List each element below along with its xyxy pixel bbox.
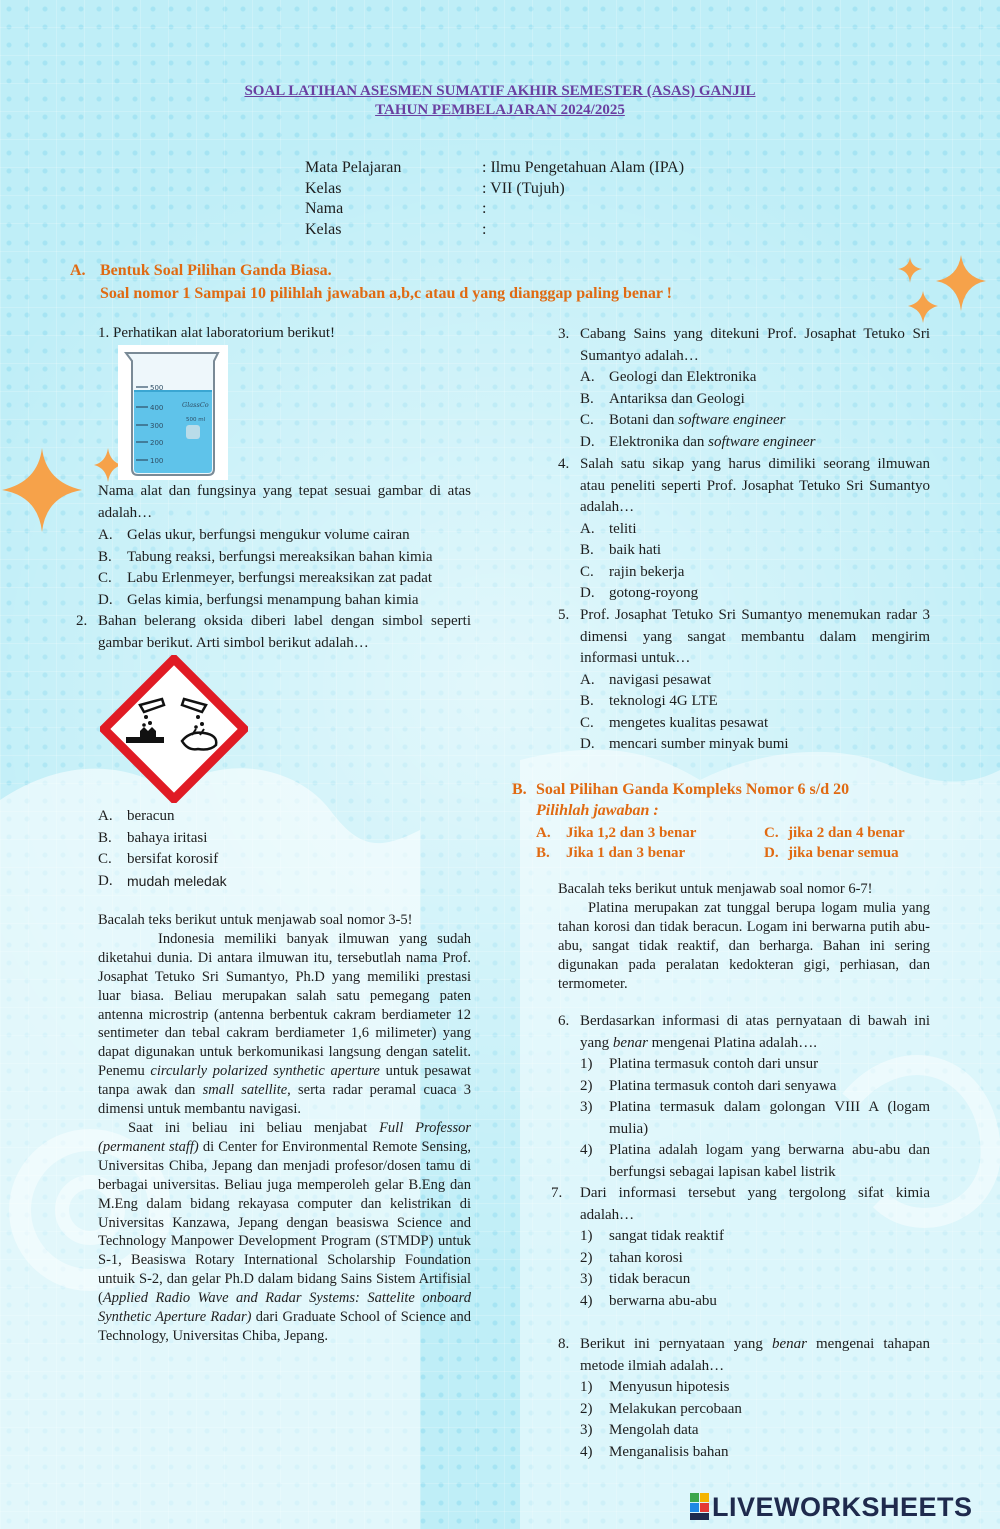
question-text: Perhatikan alat laboratorium berikut! [113, 325, 336, 341]
statement-number: 3) [580, 1099, 593, 1115]
question-text: Bahan belerang oksida diberi label dengan simbol seperti gambar berikut. Arti simbol berikut adalah… [98, 613, 471, 651]
passage-text: di Center for Environmental Remote Sensing, Universitas Chiba, Jepang dan menjadi profesor/dosen tamu di berbagai universitas. Beliau juga memperoleh gelar B.Eng dan M.Eng dalam bidang rekayasa computer dan kelistrikan di Universitas Kanzawa, Jepang dengan beasiswa Science and Technology Manpower Development Program (STMDP) untuk S-1, Beasiswa Rotary International Scholarship Foundation untuik S-2, dan gelar Ph.D dalam bidang Sains Sistem Artifisial ( [98, 1138, 472, 1307]
statement-2[interactable] [580, 1248, 930, 1270]
beaker-volume: 500 ml [186, 417, 206, 423]
option-text: bahaya iritasi [127, 829, 208, 846]
option-text-italic: software engineer [708, 433, 816, 450]
key-text: Jika 1 dan 3 benar [566, 845, 686, 861]
section-b-title: Soal Pilihan Ganda Kompleks Nomor 6 s/d 20 [536, 781, 850, 798]
option-d[interactable] [98, 871, 478, 893]
passage-italic: small satellite [202, 1082, 288, 1099]
statement-text: Platina termasuk contoh dari senyawa [609, 1077, 837, 1094]
answer-key-legend [536, 823, 946, 863]
key-text: jika benar semua [788, 845, 899, 861]
question-2 [76, 611, 471, 654]
section-a-title: Bentuk Soal Pilihan Ganda Biasa. [100, 262, 332, 279]
option-text: Geologi dan Elektronika [609, 369, 757, 385]
question-1-options [98, 525, 478, 611]
section-b-header [512, 778, 952, 821]
statement-1[interactable] [580, 1054, 930, 1076]
option-d[interactable] [580, 583, 930, 605]
statement-number: 1) [580, 1056, 593, 1072]
option-letter: B. [98, 829, 112, 846]
question-text-italic: benar [612, 1034, 648, 1051]
info-label-name: Nama [305, 200, 344, 217]
question-number: 8. [558, 1336, 570, 1352]
beaker-brand: GlassCo [182, 401, 209, 409]
option-letter: C. [580, 563, 594, 580]
reading-passage-1 [98, 911, 471, 1346]
key-letter: C. [764, 825, 779, 841]
question-8 [558, 1334, 930, 1463]
question-text: Cabang Sains yang ditekuni Prof. Josaphat Tetuko Sri Sumantyo adalah… [580, 326, 930, 364]
option-a[interactable] [98, 806, 478, 828]
option-d[interactable] [580, 432, 930, 454]
section-a-instruction: Soal nomor 1 Sampai 10 pilihlah jawaban a,b,c atau d yang dianggap paling benar ! [100, 285, 672, 302]
statement-text: tidak beracun [609, 1271, 691, 1287]
sparkle-icon [896, 255, 991, 325]
option-b[interactable] [580, 389, 930, 411]
option-text: Antariksa dan Geologi [609, 390, 745, 407]
passage-text: Platina merupakan zat tunggal berupa logam mulia yang tahan korosi dan tidak beracun. Logam ini berwarna putih abu-abu, sangat tidak reaktif, dan berharga. Bahan ini sering digunakan pada peralatan kedokteran gigi, perhiasan, dan termometer. [558, 899, 930, 992]
option-b[interactable] [580, 691, 930, 713]
option-text: mengetes kualitas pesawat [609, 714, 769, 731]
statement-4[interactable] [580, 1442, 930, 1464]
key-text: jika 2 dan 4 benar [788, 825, 905, 841]
option-letter: D. [98, 872, 113, 889]
option-b[interactable] [98, 547, 478, 569]
question-text: Prof. Josaphat Tetuko Sri Sumantyo menemukan radar 3 dimensi yang sangat membantu dalam mengirim informasi untuk… [580, 607, 930, 666]
question-text: Berikut ini pernyataan yang [580, 1336, 763, 1352]
statement-number: 2) [580, 1249, 593, 1266]
option-letter: B. [580, 390, 594, 407]
question-text: Berdasarkan informasi di atas pernyataan di bawah ini yang [580, 1013, 930, 1051]
liveworksheets-logo[interactable] [690, 1490, 995, 1524]
statement-text: berwarna abu-abu [609, 1292, 717, 1309]
option-letter: D. [580, 736, 595, 752]
beaker-mark-400: 400 [150, 404, 164, 412]
option-text: Tabung reaksi, berfungsi mereaksikan bahan kimia [127, 548, 433, 565]
question-1-prompt [98, 323, 478, 345]
statement-2[interactable] [580, 1399, 930, 1421]
key-letter: A. [536, 825, 551, 841]
key-letter: D. [764, 845, 779, 861]
statement-text: tahan korosi [609, 1249, 683, 1266]
option-letter: A. [580, 671, 595, 688]
question-text: Salah satu sikap yang harus dimiliki seorang ilmuwan atau peneliti seperti Prof. Josaphat Tetuko Sri Sumantyo adalah… [580, 456, 930, 515]
option-letter: C. [580, 714, 594, 731]
option-letter: B. [580, 693, 594, 709]
passage-intro: Bacalah teks berikut untuk menjawab soal nomor 6-7! [558, 881, 873, 897]
question-text: mengenai tahapan metode ilmiah adalah… [580, 1336, 931, 1374]
option-b[interactable] [580, 540, 930, 562]
beaker-mark-200: 200 [150, 439, 164, 447]
question-5 [558, 605, 930, 756]
passage-text: Saat ini beliau ini beliau menjabat [128, 1119, 368, 1136]
option-letter: A. [580, 369, 595, 385]
question-number: 4. [558, 456, 570, 472]
liveworksheets-logo-text: LIVEWORKSHEETS [712, 1491, 973, 1522]
info-label-class: Kelas [305, 179, 342, 197]
title-line-1: SOAL LATIHAN ASESMEN SUMATIF AKHIR SEMESTER (ASAS) GANJIL [244, 83, 756, 99]
option-letter: D. [580, 585, 595, 601]
question-text-italic: benar [771, 1336, 807, 1352]
option-letter: A. [98, 808, 113, 824]
option-letter: A. [580, 520, 595, 537]
question-2-options [98, 806, 478, 892]
student-info-block [305, 158, 865, 242]
option-text-italic: software engineer [678, 412, 786, 428]
statement-3[interactable] [580, 1269, 930, 1291]
option-text: teliti [609, 520, 637, 537]
option-text: Botani dan [609, 412, 675, 428]
option-a[interactable] [98, 525, 478, 547]
option-letter: C. [98, 570, 112, 586]
statement-4[interactable] [580, 1140, 930, 1183]
section-a-marker: A. [70, 262, 86, 279]
passage-text: untuk pesawat tanpa awak dan [98, 1063, 472, 1099]
statement-number: 1) [580, 1228, 593, 1244]
info-label-class-2: Kelas [305, 220, 342, 238]
option-a[interactable] [580, 367, 930, 389]
statement-text: Menyusun hipotesis [609, 1379, 730, 1395]
statement-2[interactable] [580, 1076, 930, 1098]
passage-italic: Applied Radio Wave and Radar Systems: Sattelite onboard Synthetic Aperture Radar) [98, 1290, 471, 1326]
option-text: bersifat korosif [127, 851, 219, 867]
liveworksheets-logo-icon [690, 1493, 710, 1521]
info-value-subject: : Ilmu Pengetahuan Alam (IPA) [482, 159, 685, 176]
statement-3[interactable] [580, 1097, 930, 1140]
passage-italic: circularly polarized synthetic aperture [150, 1063, 380, 1080]
option-text: Elektronika dan [609, 433, 705, 450]
option-letter: D. [98, 591, 113, 608]
statement-number: 3) [580, 1422, 593, 1438]
corrosive-hazard-icon [100, 655, 248, 803]
option-text: baik hati [609, 542, 662, 558]
option-letter: A. [98, 527, 113, 543]
statement-text: Platina termasuk dalam golongan VIII A (logam mulia) [609, 1099, 930, 1137]
option-b[interactable] [98, 828, 478, 850]
question-number: 1. [98, 325, 110, 341]
question-number: 6. [558, 1013, 570, 1029]
option-text: mencari sumber minyak bumi [609, 736, 789, 752]
option-a[interactable] [580, 670, 930, 692]
statement-number: 2) [580, 1400, 593, 1417]
option-text: Gelas kimia, berfungsi menampung bahan kimia [127, 591, 419, 608]
passage-text: Indonesia memiliki banyak ilmuwan yang sudah diketahui dunia. Di antara ilmuwan itu, tersebutlah nama Prof. Josaphat Tetuko Sri Sumantyo, Ph.D yang memiliki prestasi luar biasa. Beliau merupakan salah satu pemegang paten antenna microstrip (antenna berbentuk cakram berdiameter 12 sentimeter dan tebal cakram berdiameter 1,6 milimeter) yang dapat digunakan untuk berkomunikasi langsung dengan satelit. Penemu [98, 930, 471, 1080]
statement-1[interactable] [580, 1226, 930, 1248]
section-a-header [70, 259, 890, 305]
passage-text: , serta radar peramal cuaca 3 dimensi untuk membantu navigasi. [98, 1082, 471, 1118]
option-letter: C. [580, 412, 594, 428]
option-letter: B. [98, 548, 112, 565]
option-c[interactable] [580, 410, 930, 432]
statement-number: 4) [580, 1292, 593, 1309]
question-1-text: Nama alat dan fungsinya yang tepat sesuai gambar di atas adalah… [98, 483, 471, 521]
option-letter: C. [98, 851, 112, 867]
reading-passage-2 [558, 880, 930, 993]
option-d[interactable] [98, 590, 478, 612]
key-letter: B. [536, 845, 550, 861]
statement-text: Mengolah data [609, 1422, 699, 1438]
passage-text: dari Graduate School of Science and Technology, Universitas Chiba, Jepang. [98, 1309, 472, 1344]
question-number: 7. [551, 1185, 563, 1201]
question-6 [558, 1011, 930, 1183]
statement-text: Platina adalah logam yang berwarna abu-abu dan berfungsi sebagai lapisan kabel listrik [609, 1142, 930, 1180]
statement-text: Platina termasuk contoh dari unsur [609, 1056, 819, 1072]
question-3 [558, 324, 930, 453]
statement-number: 2) [580, 1077, 593, 1094]
question-text: Dari informasi tersebut yang tergolong sifat kimia adalah… [580, 1185, 930, 1223]
statement-4[interactable] [580, 1291, 930, 1313]
question-text: mengenai Platina adalah…. [651, 1034, 818, 1051]
info-value-class: : VII (Tujuh) [482, 179, 565, 197]
option-text: rajin bekerja [609, 563, 685, 580]
passage-italic: Full Professor (permanent staff) [98, 1119, 471, 1155]
option-c[interactable] [98, 568, 478, 590]
info-label-subject: Mata Pelajaran [305, 159, 402, 176]
statement-3[interactable] [580, 1420, 930, 1442]
option-text: teknologi 4G LTE [609, 693, 718, 709]
option-text: gotong-royong [609, 585, 699, 601]
question-4 [558, 454, 930, 605]
option-c[interactable] [580, 562, 930, 584]
passage-paragraph-2 [98, 1119, 471, 1346]
statement-number: 3) [580, 1271, 593, 1287]
passage-intro: Bacalah teks berikut untuk menjawab soal nomor 3-5! [98, 912, 413, 928]
question-number: 2. [76, 613, 88, 629]
section-b-instruction: Pilihlah jawaban : [536, 802, 659, 819]
statement-1[interactable] [580, 1377, 930, 1399]
beaker-mark-300: 300 [150, 422, 164, 430]
question-7 [551, 1183, 930, 1312]
beaker-mark-500: 500 [150, 384, 164, 392]
option-c[interactable] [98, 849, 478, 871]
statement-text: Menganalisis bahan [609, 1443, 729, 1460]
key-text: Jika 1,2 dan 3 benar [566, 825, 697, 841]
option-text: beracun [127, 808, 175, 824]
option-letter: B. [580, 542, 594, 558]
title-line-2: TAHUN PEMBELAJARAN 2024/2025 [375, 102, 625, 118]
option-text: navigasi pesawat [609, 671, 712, 688]
worksheet-title [0, 82, 1000, 120]
statement-text: sangat tidak reaktif [609, 1228, 724, 1244]
beaker-image [118, 345, 228, 480]
section-b-marker: B. [512, 781, 527, 798]
statement-number: 4) [580, 1443, 593, 1460]
question-number: 5. [558, 607, 570, 623]
info-value-name[interactable]: : [482, 200, 487, 217]
option-c[interactable] [580, 713, 930, 735]
info-value-class-2[interactable]: : [482, 220, 487, 238]
option-letter: D. [580, 433, 595, 450]
question-number: 3. [558, 326, 570, 342]
statement-text: Melakukan percobaan [609, 1400, 742, 1417]
beaker-mark-100: 100 [150, 457, 164, 465]
option-text: Labu Erlenmeyer, berfungsi mereaksikan zat padat [127, 570, 433, 586]
statement-number: 1) [580, 1379, 593, 1395]
option-a[interactable] [580, 519, 930, 541]
statement-number: 4) [580, 1142, 593, 1158]
option-text: Gelas ukur, berfungsi mengukur volume cairan [127, 527, 410, 543]
passage-paragraph-1 [98, 930, 471, 1119]
option-d[interactable] [580, 734, 930, 756]
option-text: mudah meledak [127, 872, 227, 889]
